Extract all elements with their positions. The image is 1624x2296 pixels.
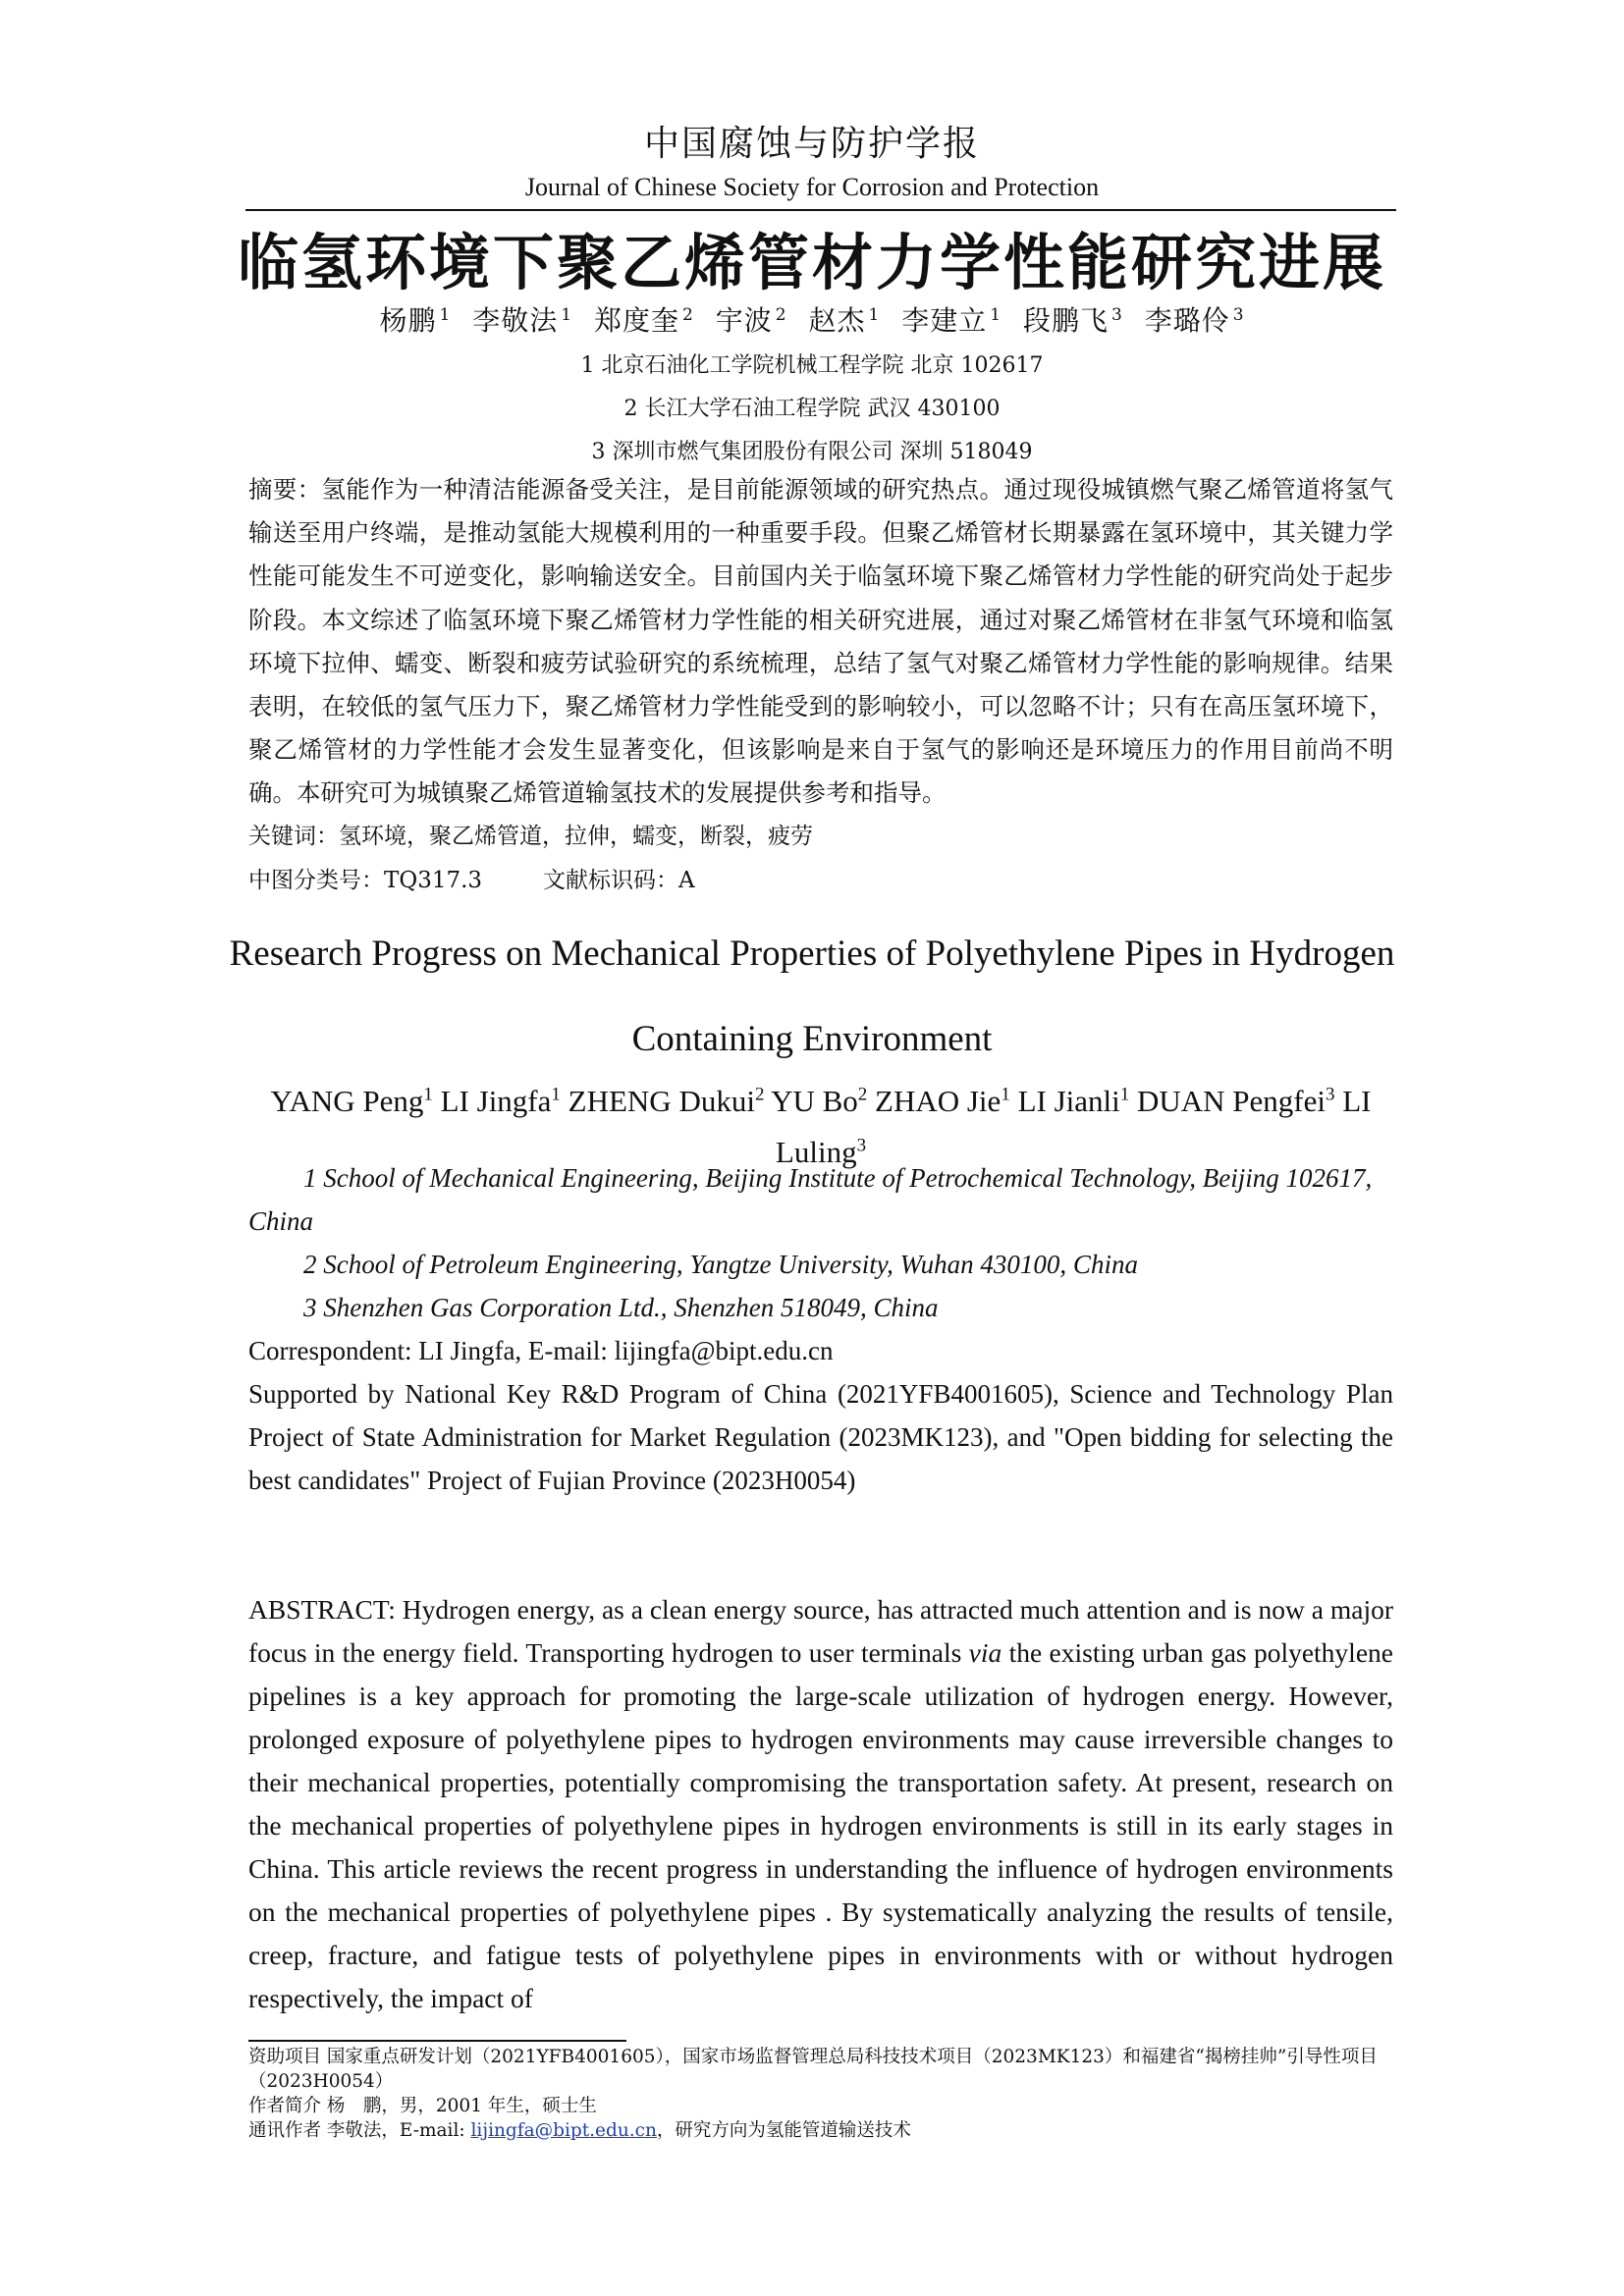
author-en: YU Bo$^2$: [771, 1084, 868, 1119]
affiliation-en-2: 2 School of Petroleum Engineering, Yangtze University, Wuhan 430100, China: [303, 1250, 1138, 1279]
journal-name-en: Journal of Chinese Society for Corrosion and Protection: [524, 173, 1100, 201]
footnote-correspondent: 通讯作者 李敬法，E-mail: lijingfa@bipt.edu.cn，研究方向为氢能管道输送技术: [248, 2120, 911, 2141]
author-en: LI Jianli$^1$: [1017, 1084, 1130, 1119]
author-cn: 杨鹏 $^1$: [379, 304, 452, 337]
clc-number: 中图分类号：TQ317.3: [248, 868, 483, 893]
paper-title-cn: 临氢环境下聚乙烯管材力学性能研究进展: [237, 227, 1386, 298]
footnote-rule: [248, 2040, 626, 2042]
author-en: DUAN Pengfei$^3$: [1136, 1084, 1335, 1119]
funding-statement: Supported by National Key R&D Program of China (2021YFB4001605), Science and Technology Plan Project of State Administration for Market Regulation (2023MK123), and "Open bidding for selecting the best candidates" Project of Fujian Province (2023H0054): [248, 1379, 1393, 1495]
abstract-cn: 摘要：氢能作为一种清洁能源备受关注，是目前能源领域的研究热点。通过现役城镇燃气聚乙烯管道将氢气输送至用户终端，是推动氢能大规模利用的一种重要手段。但聚乙烯管材长期暴露在氢环境中，其关键力学性能可能发生不可逆变化，影响输送安全。目前国内关于临氢环境下聚乙烯管材力学性能的研究尚处于起步阶段。本文综述了临氢环境下聚乙烯管材力学性能的相关研究进展，通过对聚乙烯管材在非氢气环境和临氢环境下拉伸、蠕变、断裂和疲劳试验研究的系统梳理，总结了氢气对聚乙烯管材力学性能的影响规律。结果表明，在较低的氢气压力下，聚乙烯管材力学性能受到的影响较小，可以忽略不计；只有在高压氢环境下，聚乙烯管材的力学性能才会发生显著变化，但该影响是来自于氢气的影响还是环境压力的作用目前尚不明确。本研究可为城镇聚乙烯管道输氢技术的发展提供参考和指导。: [248, 475, 1393, 808]
italic-via: via: [968, 1637, 1002, 1668]
author-cn: 李建立 $^1$: [901, 304, 1002, 337]
footnotes: [248, 2045, 1393, 2143]
keywords-cn: 关键词：氢环境，聚乙烯管道，拉伸，蠕变，断裂，疲劳: [248, 824, 813, 849]
email-link[interactable]: lijingfa@bipt.edu.cn: [470, 2120, 657, 2141]
affiliation-en-1: 1 School of Mechanical Engineering, Beijing Institute of Petrochemical Technology, Beijing 102617, China: [248, 1163, 1373, 1236]
classification-line: [248, 862, 695, 894]
footnote-funding: 资助项目 国家重点研发计划（2021YFB4001605），国家市场监督管理总局科技技术项目（2023MK123）和福建省“揭榜挂帅”引导性项目（2023H0054）: [248, 2047, 1378, 2092]
author-en: ZHENG Dukui$^2$: [568, 1084, 765, 1119]
footnote-author-bio: 作者简介 杨 鹏，男，2001 年生，硕士生: [248, 2096, 597, 2116]
author-en: LI Luling$^3$: [775, 1084, 1372, 1169]
abstract-en: ABSTRACT: Hydrogen energy, as a clean energy source, has attracted much attention and is now a major focus in the energy field. Transporting hydrogen to user terminals via the existing urban gas polyethylene pipelines is a key approach for promoting the large-scale utilization of hydrogen energy. However, prolonged exposure of polyethylene pipes to hydrogen environments may cause irreversible changes to their mechanical properties, potentially compromising the transportation safety. At present, research on the mechanical properties of polyethylene pipes in hydrogen environments is still in its early stages in China. This article reviews the recent progress in understanding the influence of hydrogen environments on the mechanical properties of polyethylene pipes . By systematically analyzing the results of tensile, creep, fracture, and fatigue tests of polyethylene pipes in environments with or without hydrogen respectively, the impact of: [248, 1594, 1393, 2013]
author-cn: 赵杰 $^1$: [808, 304, 881, 337]
document-code: 文献标识码：A: [543, 868, 695, 893]
header-rule: [245, 209, 1396, 211]
author-en: YANG Peng$^1$: [270, 1084, 433, 1119]
author-cn: 郑度奎 $^2$: [593, 304, 694, 337]
paper-title-en: Research Progress on Mechanical Properties of Polyethylene Pipes in Hydrogen Containing Environment: [229, 934, 1395, 1059]
author-cn: 宇波 $^2$: [715, 304, 787, 337]
affiliation-en-3: 3 Shenzhen Gas Corporation Ltd., Shenzhen 518049, China: [303, 1293, 939, 1322]
correspondent-line: Correspondent: LI Jingfa, E-mail: lijingfa@bipt.edu.cn: [248, 1336, 834, 1365]
author-en: LI Jingfa$^1$: [440, 1084, 561, 1119]
affiliation-cn-3: 3 深圳市燃气集团股份有限公司 深圳 518049: [591, 440, 1033, 464]
affiliation-cn-1: 1 北京石油化工学院机械工程学院 北京 102617: [580, 353, 1044, 378]
journal-name-cn: 中国腐蚀与防护学报: [643, 124, 980, 164]
author-cn: 李璐伶 $^3$: [1144, 304, 1245, 337]
author-en: ZHAO Jie$^1$: [875, 1084, 1010, 1119]
affiliation-cn-2: 2 长江大学石油工程学院 武汉 430100: [623, 397, 1001, 421]
author-cn: 段鹏飞 $^3$: [1022, 304, 1123, 337]
author-list-cn: [0, 299, 1624, 339]
author-cn: 李敬法 $^1$: [472, 304, 573, 337]
